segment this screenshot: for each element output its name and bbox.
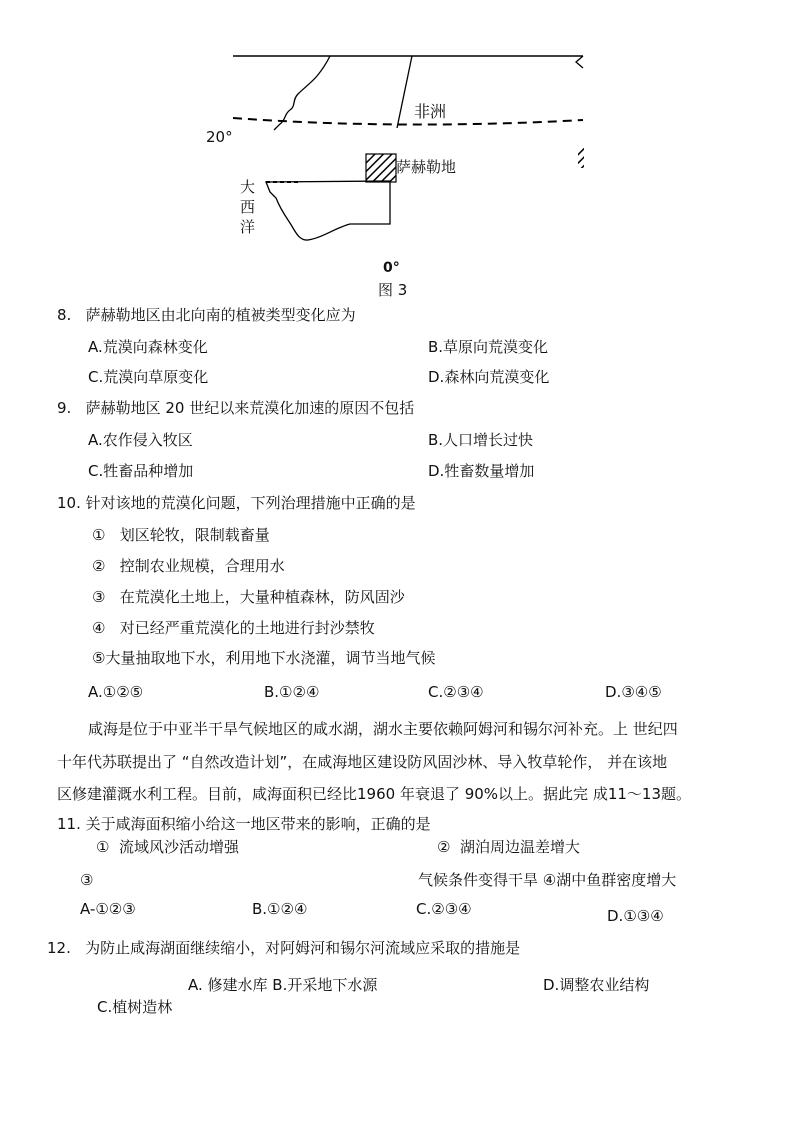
q9-option-b: B.人口增长过快 xyxy=(428,431,534,449)
q10-measure-5: ⑤大量抽取地下水，利用地下水浇灌，调节当地气候 xyxy=(92,649,436,667)
q10-measure-1: ① 划区轮牧，限制载畜量 xyxy=(92,526,270,544)
q12-stem: 12. 为防止咸海湖面继续缩小，对阿姆河和锡尔河流域应采取的措施是 xyxy=(47,939,521,957)
q11-item-3-4: 气候条件变得干旱 ④湖中鱼群密度增大 xyxy=(418,871,677,889)
q8-option-d: D.森林向荒漠变化 xyxy=(428,368,550,386)
q10-measure-3: ③ 在荒漠化土地上，大量种植森林，防风固沙 xyxy=(92,588,405,606)
latitude-20-dashed xyxy=(233,118,583,125)
map-label-sahel: 萨赫勒地 xyxy=(396,158,457,176)
meridian-line xyxy=(397,56,412,128)
q11-option-a: A-①②③ xyxy=(80,900,136,918)
q11-item-2: ② 湖泊周边温差增大 xyxy=(437,838,580,856)
q12-option-c: C.植树造林 xyxy=(97,998,173,1016)
q10-option-b: B.①②④ xyxy=(264,683,320,701)
passage-line-2: 十年代苏联提出了 “自然改造计划”，在咸海地区建设防风固沙林、导入牧草轮作， 并在该地 xyxy=(57,753,668,771)
map-label-longitude: 0° xyxy=(383,260,400,276)
q9-option-c: C.牲畜品种增加 xyxy=(88,462,194,480)
map-drawing xyxy=(200,48,590,278)
q9-option-d: D.牲畜数量增加 xyxy=(428,462,535,480)
q12-option-d: D.调整农业结构 xyxy=(543,976,650,994)
q10-measure-4: ④ 对已经严重荒漠化的土地进行封沙禁牧 xyxy=(92,619,375,637)
q9-stem: 9. 萨赫勒地区 20 世纪以来荒漠化加速的原因不包括 xyxy=(57,399,415,417)
passage-line-1: 咸海是位于中亚半干旱气候地区的咸水湖，湖水主要依赖阿姆河和锡尔河补充。上 世纪四 xyxy=(88,720,678,738)
q10-measure-2: ② 控制农业规模，合理用水 xyxy=(92,557,285,575)
q11-stem: 11. 关于咸海面积缩小给这一地区带来的影响，正确的是 xyxy=(57,815,431,833)
q11-option-c: C.②③④ xyxy=(416,900,472,918)
figure-3-map xyxy=(200,48,590,278)
passage-line-3: 区修建灌溉水利工程。目前，咸海面积已经比1960 年衰退了 90%以上。据此完 成11～13题。 xyxy=(57,785,691,803)
q9-option-a: A.农作侵入牧区 xyxy=(88,431,193,449)
q10-option-c: C.②③④ xyxy=(428,683,484,701)
q8-option-a: A.荒漠向森林变化 xyxy=(88,338,208,356)
q8-option-c: C.荒漠向草原变化 xyxy=(88,368,209,386)
q11-option-b: B.①②④ xyxy=(252,900,308,918)
q8-stem: 8. 萨赫勒地区由北向南的植被类型变化应为 xyxy=(57,306,356,324)
map-label-ocean-2: 西 xyxy=(240,198,256,216)
q11-item-3-mark: ③ xyxy=(80,871,94,889)
q11-item-1: ① 流域风沙活动增强 xyxy=(96,838,239,856)
figure-caption: 图 3 xyxy=(378,281,408,299)
q11-option-d: D.①③④ xyxy=(607,907,664,925)
q10-stem: 10. 针对该地的荒漠化问题，下列治理措施中正确的是 xyxy=(57,494,416,512)
q8-option-b: B.草原向荒漠变化 xyxy=(428,338,549,356)
q10-option-d: D.③④⑤ xyxy=(605,683,662,701)
west-africa-coast xyxy=(266,181,390,240)
map-label-africa: 非洲 xyxy=(414,102,447,121)
map-label-ocean-1: 大 xyxy=(240,178,256,196)
q10-option-a: A.①②⑤ xyxy=(88,683,144,701)
sahel-hatched-region xyxy=(366,154,396,182)
map-label-ocean-3: 洋 xyxy=(240,218,256,236)
q12-option-ab: A. 修建水库 B.开采地下水源 xyxy=(188,976,378,994)
coastline-north xyxy=(274,56,330,130)
map-label-latitude: 20° xyxy=(206,128,233,146)
